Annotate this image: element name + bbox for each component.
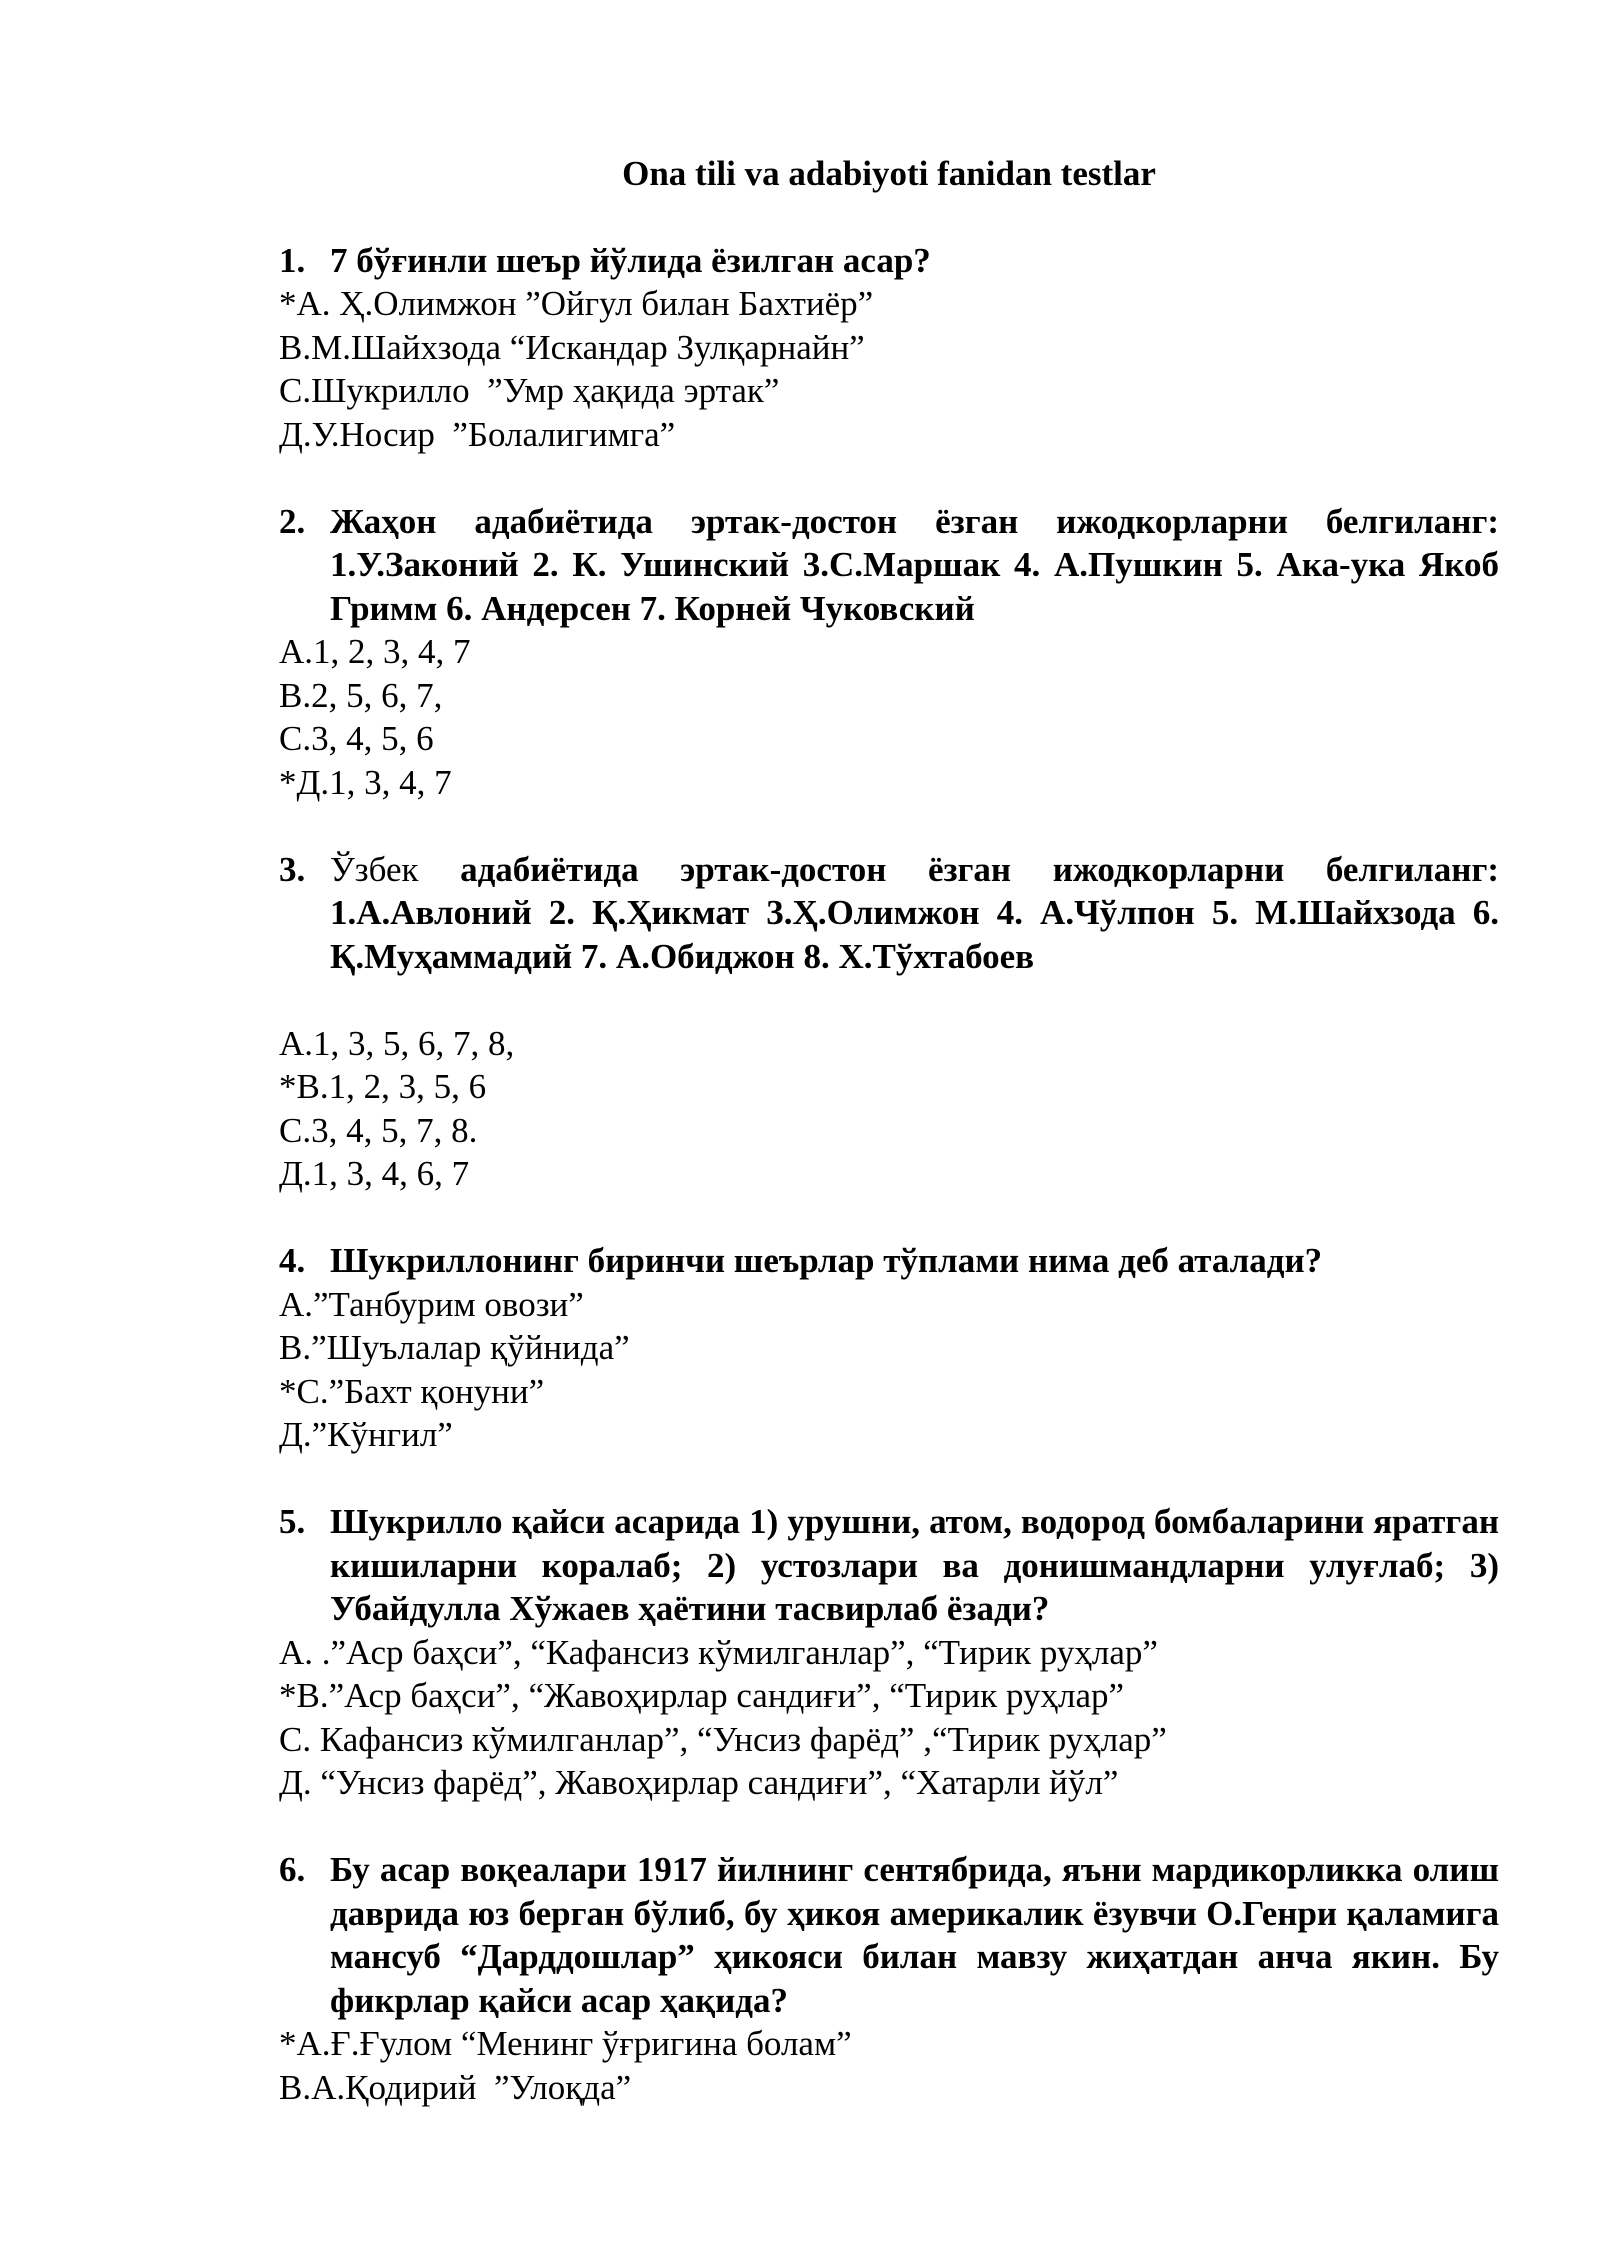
question-heading	[279, 500, 1499, 631]
answer-option: С.Шукрилло ”Умр ҳақида эртак”	[279, 371, 780, 410]
answer-option: *А. Ҳ.Олимжон ”Ойгул билан Бахтиёр”	[279, 284, 874, 323]
question-body: 7 бўғинли шеър йўлида ёзилган асар?	[330, 240, 931, 280]
question-6	[279, 1848, 1499, 2109]
answer-option: В.М.Шайхзода “Искандар Зулқарнайн”	[279, 327, 865, 367]
question-number: 2.	[279, 501, 306, 541]
answer-option: *А.Ғ.Ғулом “Менинг ўғригина болам”	[279, 2024, 852, 2063]
answer-option: Д. “Унсиз фарёд”, Жавоҳирлар сандиғи”, “Хатарли йўл”	[279, 1763, 1119, 1802]
question-body: Шукриллонинг биринчи шеърлар тўплами нима деб аталади?	[330, 1241, 1323, 1280]
answer-option: С.3, 4, 5, 6	[279, 719, 434, 758]
answer-option: Д.У.Носир ”Болалигимга”	[279, 414, 676, 454]
question-number: 3.	[279, 849, 306, 889]
answer-option: *В.”Аср баҳси”, “Жавоҳирлар сандиғи”, “Тирик руҳлар”	[279, 1676, 1125, 1715]
question-body: Шукрилло қайси асарида 1) урушни, атом, водород бомбаларини яратган кишиларни коралаб; 2) устозлари ва донишмандларни улуғлаб; 3) Убайдулла Хўжаев ҳаётини тасвирлаб ёзади?	[330, 1502, 1499, 1628]
question-text	[330, 500, 1499, 631]
question-3	[279, 848, 1499, 1196]
question-text	[330, 1239, 1499, 1283]
question-heading	[279, 239, 1499, 283]
question-lead: Ўзбек	[330, 849, 461, 889]
answer-option: Д.”Кўнгил”	[279, 1415, 453, 1454]
document-content	[279, 152, 1499, 2153]
answer-option: В.А.Қодирий ”Улоқда”	[279, 2067, 632, 2107]
question-body: Бу асар воқеалари 1917 йилнинг сентябрида, яъни мардикорликка олиш даврида юз берган бўлиб, бу ҳикоя америкалик ёзувчи О.Генри қаламига мансуб “Дарддошлар” ҳикояси билан мавзу жиҳатдан анча якин. Бу фикрлар қайси асар ҳақида?	[330, 1850, 1499, 2020]
question-text	[330, 848, 1499, 979]
answer-option: *В.1, 2, 3, 5, 6	[279, 1067, 487, 1106]
blank-line	[279, 978, 1499, 1022]
question-5	[279, 1500, 1499, 1805]
question-body: Жаҳон адабиётида эртак-достон ёзган ижодкорларни белгиланг: 1.У.Законий 2. К. Ушинский 3.С.Маршак 4. А.Пушкин 5. Ака-ука Якоб Гримм 6. Андерсен 7. Корней Чуковский	[330, 501, 1499, 628]
question-number: 6.	[279, 1850, 306, 1889]
answer-option: С. Кафансиз кўмилганлар”, “Унсиз фарёд” ,“Тирик руҳлар”	[279, 1719, 1167, 1759]
question-heading	[279, 1848, 1499, 2022]
question-text	[330, 1848, 1499, 2022]
question-heading	[279, 848, 1499, 979]
question-4	[279, 1239, 1499, 1457]
question-heading	[279, 1239, 1499, 1283]
question-2	[279, 500, 1499, 805]
answer-option: А.1, 2, 3, 4, 7	[279, 632, 471, 671]
answer-option: Д.1, 3, 4, 6, 7	[279, 1154, 470, 1193]
answer-option: А.1, 3, 5, 6, 7, 8,	[279, 1023, 515, 1063]
answer-option: В.”Шуълалар қўйнида”	[279, 1328, 630, 1367]
answer-option: *С.”Бахт қонуни”	[279, 1371, 545, 1411]
answer-option: В.2, 5, 6, 7,	[279, 675, 443, 715]
document-title: Ona tili va adabiyoti fanidan testlar	[622, 154, 1156, 193]
answer-option: *Д.1, 3, 4, 7	[279, 762, 452, 802]
question-1	[279, 239, 1499, 457]
answer-option: С.3, 4, 5, 7, 8.	[279, 1110, 478, 1150]
question-text	[330, 239, 1499, 283]
question-heading	[279, 1500, 1499, 1631]
answer-option: А.”Танбурим овози”	[279, 1284, 584, 1324]
question-number: 4.	[279, 1241, 306, 1280]
question-number: 1.	[279, 240, 306, 280]
answer-option: А. .”Аср баҳси”, “Кафансиз кўмилганлар”, “Тирик руҳлар”	[279, 1632, 1158, 1672]
question-body: адабиётида эртак-достон ёзган ижодкорларни белгиланг: 1.А.Авлоний 2. Қ.Ҳикмат 3.Ҳ.Олимжон 4. А.Чўлпон 5. М.Шайхзода 6. Қ.Муҳаммадий 7. А.Обиджон 8. Х.Тўхтабоев	[330, 849, 1499, 976]
question-number: 5.	[279, 1502, 306, 1541]
question-text	[330, 1500, 1499, 1631]
